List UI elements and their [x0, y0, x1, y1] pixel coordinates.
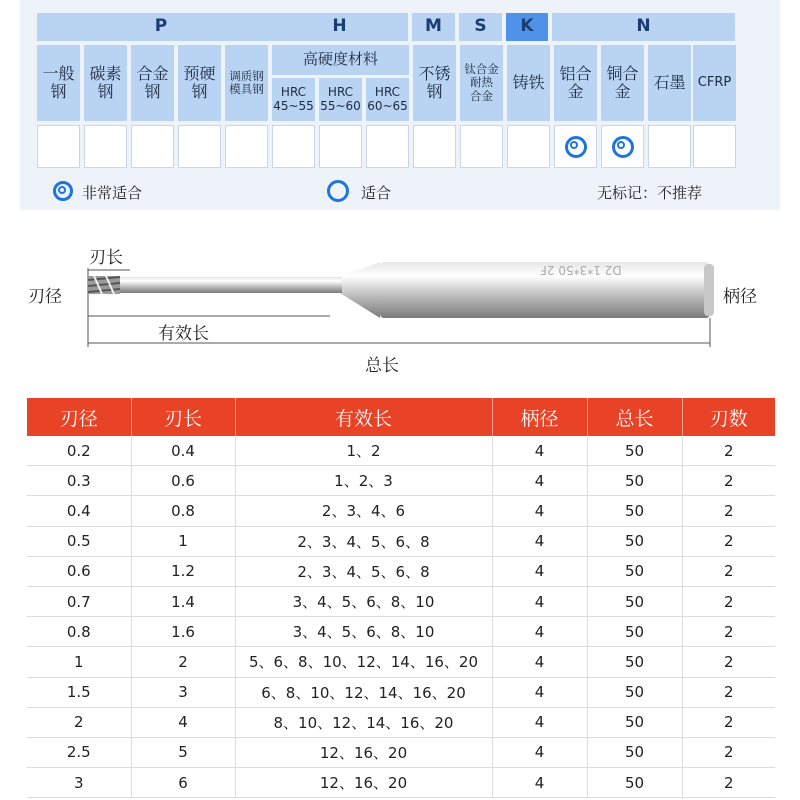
cell-flutes: 2 [682, 496, 775, 526]
cell-blade-length: 4 [131, 707, 235, 737]
label-shank-diameter: 柄径 [723, 287, 757, 307]
cell-shank-diameter: 4 [492, 526, 587, 556]
rating-slot-copper [601, 125, 644, 168]
col-header-blade-length: 刃长 [131, 398, 235, 436]
table-row [27, 768, 775, 798]
group-header-n: N [552, 13, 735, 41]
cell-blade-diameter: 2.5 [27, 737, 131, 767]
cell-effective-length: 12、16、20 [235, 737, 492, 767]
cell-effective-length: 6、8、10、12、14、16、20 [235, 677, 492, 707]
cell-total-length: 50 [587, 586, 682, 616]
cell-flutes: 2 [682, 737, 775, 767]
cell-shank-diameter: 4 [492, 737, 587, 767]
rating-slot-aluminum [554, 125, 597, 168]
material-high-hardness: 高硬度材料 [272, 45, 409, 75]
cell-blade-diameter: 0.7 [27, 586, 131, 616]
material-prehardened-steel: 预硬 钢 [178, 45, 221, 121]
cell-blade-diameter: 0.5 [27, 526, 131, 556]
rating-slot [648, 125, 691, 168]
material-hrc-55-60: HRC 55~60 [319, 78, 362, 121]
cell-shank-diameter: 4 [492, 556, 587, 586]
table-row [27, 436, 775, 466]
cell-shank-diameter: 4 [492, 768, 587, 798]
cell-effective-length: 5、6、8、10、12、14、16、20 [235, 647, 492, 677]
rating-slot [693, 125, 736, 168]
cell-total-length: 50 [587, 436, 682, 466]
engraving-text: D2 1*3*50 2F [540, 263, 622, 277]
group-header-p: P [37, 13, 285, 41]
group-header-k: K [506, 13, 548, 41]
rating-slot [84, 125, 127, 168]
cell-total-length: 50 [587, 737, 682, 767]
cell-flutes: 2 [682, 526, 775, 556]
legend-not-recommended: 无标记：不推荐 [597, 184, 703, 202]
table-row [27, 737, 775, 767]
material-copper-alloy: 铜合 金 [601, 45, 644, 121]
legend-very-suitable: 非常适合 [82, 184, 143, 202]
cell-total-length: 50 [587, 496, 682, 526]
material-alloy-steel: 合金 钢 [131, 45, 174, 121]
cell-shank-diameter: 4 [492, 707, 587, 737]
cell-blade-length: 5 [131, 737, 235, 767]
very-suitable-legend-icon [53, 181, 73, 201]
cell-blade-diameter: 0.6 [27, 556, 131, 586]
table-row [27, 586, 775, 616]
cell-blade-length: 6 [131, 768, 235, 798]
cell-blade-length: 1.2 [131, 556, 235, 586]
material-titanium-alloy: 钛合金 耐热 合金 [460, 45, 503, 121]
col-header-effective-length: 有效长 [235, 398, 492, 436]
cell-blade-diameter: 2 [27, 707, 131, 737]
cell-effective-length: 3、4、5、6、8、10 [235, 617, 492, 647]
group-header-m: M [412, 13, 455, 41]
cell-total-length: 50 [587, 617, 682, 647]
group-header-h: H [271, 13, 408, 41]
table-row [27, 707, 775, 737]
cell-total-length: 50 [587, 526, 682, 556]
table-row [27, 556, 775, 586]
cell-blade-length: 0.8 [131, 496, 235, 526]
material-stainless-steel: 不锈 钢 [413, 45, 456, 121]
label-blade-diameter: 刃径 [28, 287, 62, 307]
table-row [27, 466, 775, 496]
cell-shank-diameter: 4 [492, 496, 587, 526]
col-header-total-length: 总长 [587, 398, 682, 436]
cell-flutes: 2 [682, 768, 775, 798]
table-row [27, 647, 775, 677]
cell-blade-length: 0.4 [131, 436, 235, 466]
cell-total-length: 50 [587, 466, 682, 496]
cell-effective-length: 1、2、3 [235, 466, 492, 496]
cell-blade-length: 1.4 [131, 586, 235, 616]
cell-effective-length: 12、16、20 [235, 768, 492, 798]
material-cast-iron: 铸铁 [507, 45, 550, 121]
cell-blade-diameter: 3 [27, 768, 131, 798]
cell-flutes: 2 [682, 586, 775, 616]
cell-blade-diameter: 0.4 [27, 496, 131, 526]
cell-blade-length: 1.6 [131, 617, 235, 647]
group-header-s: S [459, 13, 502, 41]
cell-total-length: 50 [587, 677, 682, 707]
cell-flutes: 2 [682, 617, 775, 647]
cell-flutes: 2 [682, 677, 775, 707]
cell-shank-diameter: 4 [492, 647, 587, 677]
col-header-blade-diameter: 刃径 [27, 398, 131, 436]
cell-effective-length: 2、3、4、6 [235, 496, 492, 526]
cell-effective-length: 2、3、4、5、6、8 [235, 556, 492, 586]
spec-header-row [27, 398, 775, 436]
table-row [27, 677, 775, 707]
rating-slot [507, 125, 550, 168]
material-tempered-die-steel: 调质钢 模具钢 [225, 45, 268, 121]
cell-blade-diameter: 0.3 [27, 466, 131, 496]
very-suitable-icon [612, 136, 634, 158]
cell-shank-diameter: 4 [492, 677, 587, 707]
rating-slot [413, 125, 456, 168]
cell-flutes: 2 [682, 466, 775, 496]
cell-shank-diameter: 4 [492, 586, 587, 616]
cell-flutes: 2 [682, 647, 775, 677]
rating-slot [131, 125, 174, 168]
cell-blade-diameter: 0.2 [27, 436, 131, 466]
cell-flutes: 2 [682, 436, 775, 466]
cell-effective-length: 3、4、5、6、8、10 [235, 586, 492, 616]
spec-body [27, 436, 775, 798]
material-graphite: 石墨 [648, 45, 691, 121]
cell-blade-diameter: 1.5 [27, 677, 131, 707]
cell-total-length: 50 [587, 647, 682, 677]
label-effective-length: 有效长 [158, 324, 209, 344]
material-aluminum-alloy: 铝合 金 [554, 45, 597, 121]
cell-blade-length: 2 [131, 647, 235, 677]
cell-flutes: 2 [682, 556, 775, 586]
table-row [27, 526, 775, 556]
rating-slot [460, 125, 503, 168]
material-suitability-table [20, 0, 780, 210]
cell-total-length: 50 [587, 556, 682, 586]
cell-blade-diameter: 0.8 [27, 617, 131, 647]
cell-effective-length: 2、3、4、5、6、8 [235, 526, 492, 556]
col-header-shank-diameter: 柄径 [492, 398, 587, 436]
material-hrc-60-65: HRC 60~65 [366, 78, 409, 121]
cell-shank-diameter: 4 [492, 436, 587, 466]
rating-slot [272, 125, 315, 168]
legend-suitable: 适合 [361, 184, 392, 202]
cell-total-length: 50 [587, 768, 682, 798]
cell-blade-length: 1 [131, 526, 235, 556]
cell-shank-diameter: 4 [492, 466, 587, 496]
cell-blade-length: 0.6 [131, 466, 235, 496]
material-general-steel: 一般 钢 [37, 45, 80, 121]
cell-blade-diameter: 1 [27, 647, 131, 677]
cell-blade-length: 3 [131, 677, 235, 707]
rating-slot [319, 125, 362, 168]
table-row [27, 617, 775, 647]
cell-total-length: 50 [587, 707, 682, 737]
rating-slot [366, 125, 409, 168]
label-blade-length: 刃长 [89, 248, 123, 268]
suitable-legend-icon [327, 180, 349, 202]
tool-dimension-diagram [0, 230, 800, 390]
rating-slot [178, 125, 221, 168]
material-cfrp: CFRP [693, 45, 736, 121]
rating-slot [225, 125, 268, 168]
material-hrc-45-55: HRC 45~55 [272, 78, 315, 121]
cell-flutes: 2 [682, 707, 775, 737]
col-header-flutes: 刃数 [682, 398, 775, 436]
cell-effective-length: 8、10、12、14、16、20 [235, 707, 492, 737]
material-carbon-steel: 碳素 钢 [84, 45, 127, 121]
cell-shank-diameter: 4 [492, 617, 587, 647]
rating-slot [37, 125, 80, 168]
label-total-length: 总长 [365, 356, 399, 376]
very-suitable-icon [565, 136, 587, 158]
cell-effective-length: 1、2 [235, 436, 492, 466]
specification-table [27, 398, 775, 798]
table-row [27, 496, 775, 526]
